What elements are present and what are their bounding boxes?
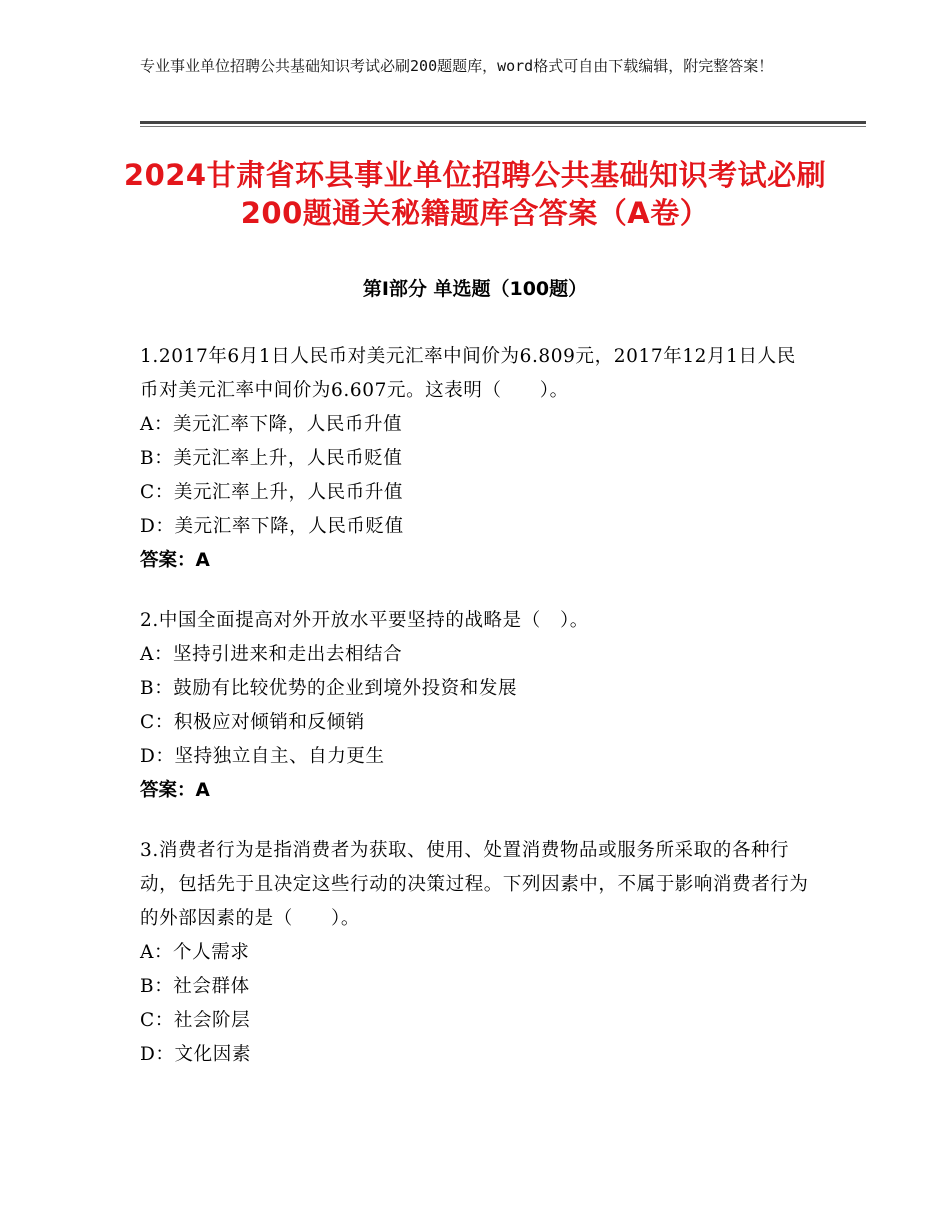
answer-label: 答案：A (140, 780, 210, 801)
option-b: B：鼓励有比较优势的企业到境外投资和发展 (140, 678, 518, 699)
question-stem: 1.2017年6月1日人民币对美元汇率中间价为6.809元，2017年12月1日人民币对美元汇率中间价为6.607元。这表明（ ）。 (140, 346, 796, 401)
option-b: B：美元汇率上升，人民币贬值 (140, 448, 403, 469)
header-note: 专业事业单位招聘公共基础知识考试必刷200题题库，word格式可自由下载编辑，附完整答案！ (140, 57, 774, 75)
question-stem: 2.中国全面提高对外开放水平要坚持的战略是（ ）。 (140, 610, 589, 631)
question-3 (140, 834, 810, 1072)
option-b: B：社会群体 (140, 976, 250, 997)
header-divider-thick (140, 121, 866, 124)
option-c: C：美元汇率上升，人民币升值 (140, 482, 404, 503)
document-title: 2024甘肃省环县事业单位招聘公共基础知识考试必刷200题通关秘籍题库含答案（A卷） (123, 158, 827, 230)
option-a: A：个人需求 (140, 942, 250, 963)
question-2 (140, 604, 810, 808)
option-d: D：坚持独立自主、自力更生 (140, 746, 385, 767)
option-d: D：文化因素 (140, 1044, 251, 1065)
answer-label: 答案：A (140, 550, 210, 571)
header-divider-thin (140, 126, 866, 127)
question-stem: 3.消费者行为是指消费者为获取、使用、处置消费物品或服务所采取的各种行动，包括先于且决定这些行动的决策过程。下列因素中，不属于影响消费者行为的外部因素的是（ ）。 (140, 840, 809, 929)
option-a: A：坚持引进来和走出去相结合 (140, 644, 403, 665)
option-a: A：美元汇率下降，人民币升值 (140, 414, 403, 435)
option-c: C：社会阶层 (140, 1010, 251, 1031)
option-d: D：美元汇率下降，人民币贬值 (140, 516, 404, 537)
option-c: C：积极应对倾销和反倾销 (140, 712, 365, 733)
section-heading: 第Ⅰ部分 单选题（100题） (362, 278, 588, 300)
question-list (140, 340, 810, 1098)
question-1 (140, 340, 810, 578)
